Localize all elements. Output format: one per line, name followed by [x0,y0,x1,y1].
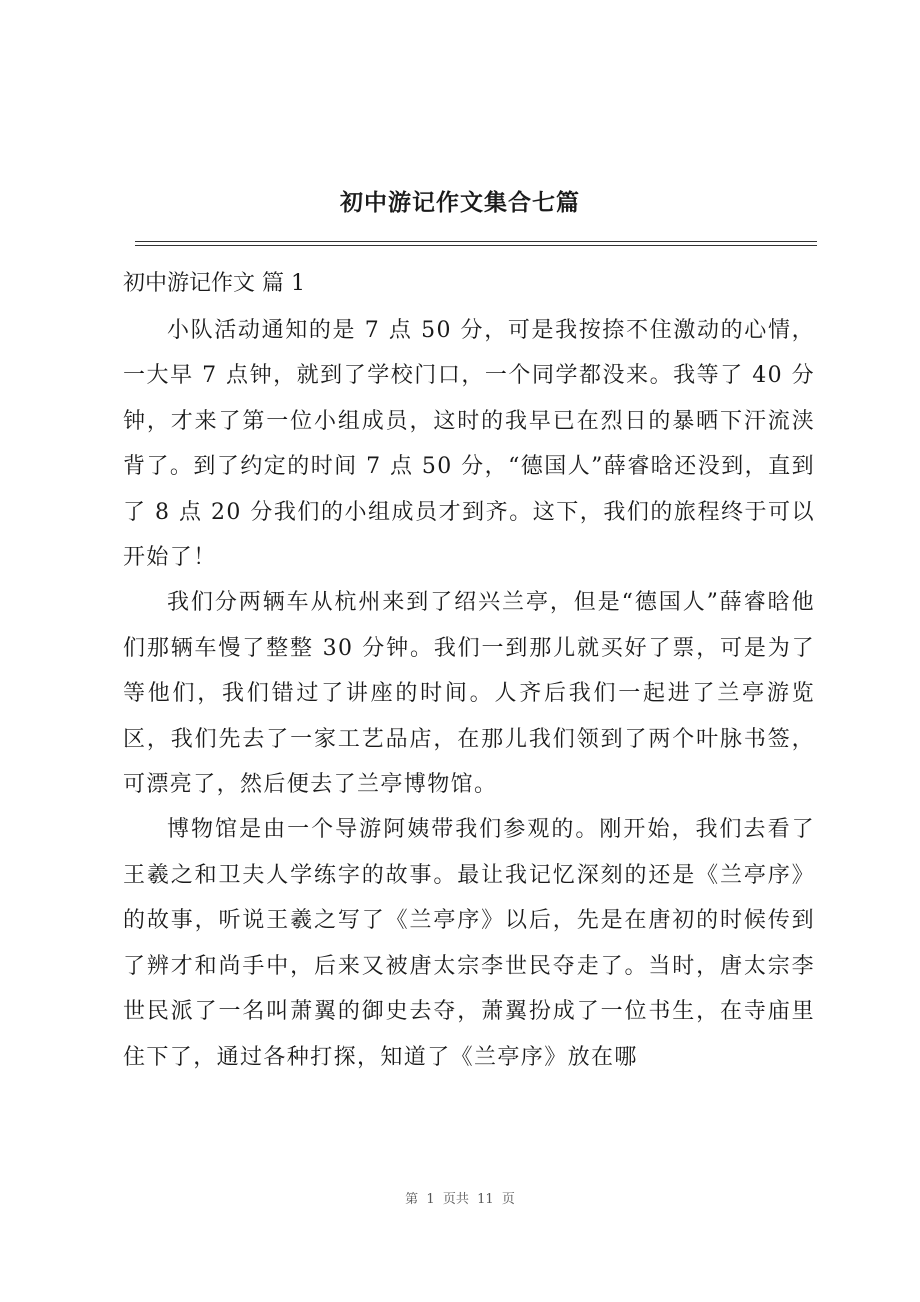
paragraph-1: 小队活动通知的是 7 点 50 分，可是我按捺不住激动的心情，一大早 7 点钟，就到了学校门口，一个同学都没来。我等了 40 分钟，才来了第一位小组成员，这时的我早已在烈日的暴晒下汗流浃背了。到了约定的时间 7 点 50 分，“德国人”薛睿晗还没到，直到了 8 点 20 分我们的小组成员才到齐。这下，我们的旅程终于可以开始了！ [123,318,815,571]
document-title: 初中游记作文集合七篇 [340,189,580,216]
article-body [123,308,815,1080]
section-heading: 初中游记作文 篇 1 [123,271,305,296]
paragraph-3: 博物馆是由一个导游阿姨带我们参观的。刚开始，我们去看了王羲之和卫夫人学练字的故事。最让我记忆深刻的还是《兰亭序》的故事，听说王羲之写了《兰亭序》以后，先是在唐初的时候传到了辨才和尚手中，后来又被唐太宗李世民夺走了。当时，唐太宗李世民派了一名叫萧翼的御史去夺，萧翼扮成了一位书生，在寺庙里住下了，通过各种打探，知道了《兰亭序》放在哪 [123,817,815,1070]
title-divider-bottom [135,245,817,246]
title-divider-top [135,241,817,242]
paragraph-2: 我们分两辆车从杭州来到了绍兴兰亭，但是“德国人”薛睿晗他们那辆车慢了整整 30 分钟。我们一到那儿就买好了票，可是为了等他们，我们错过了讲座的时间。人齐后我们一起进了兰亭游览区，我们先去了一家工艺品店，在那儿我们领到了两个叶脉书签，可漂亮了，然后便去了兰亭博物馆。 [123,590,815,798]
page-footer: 第 1 页共 11 页 [405,1192,515,1207]
